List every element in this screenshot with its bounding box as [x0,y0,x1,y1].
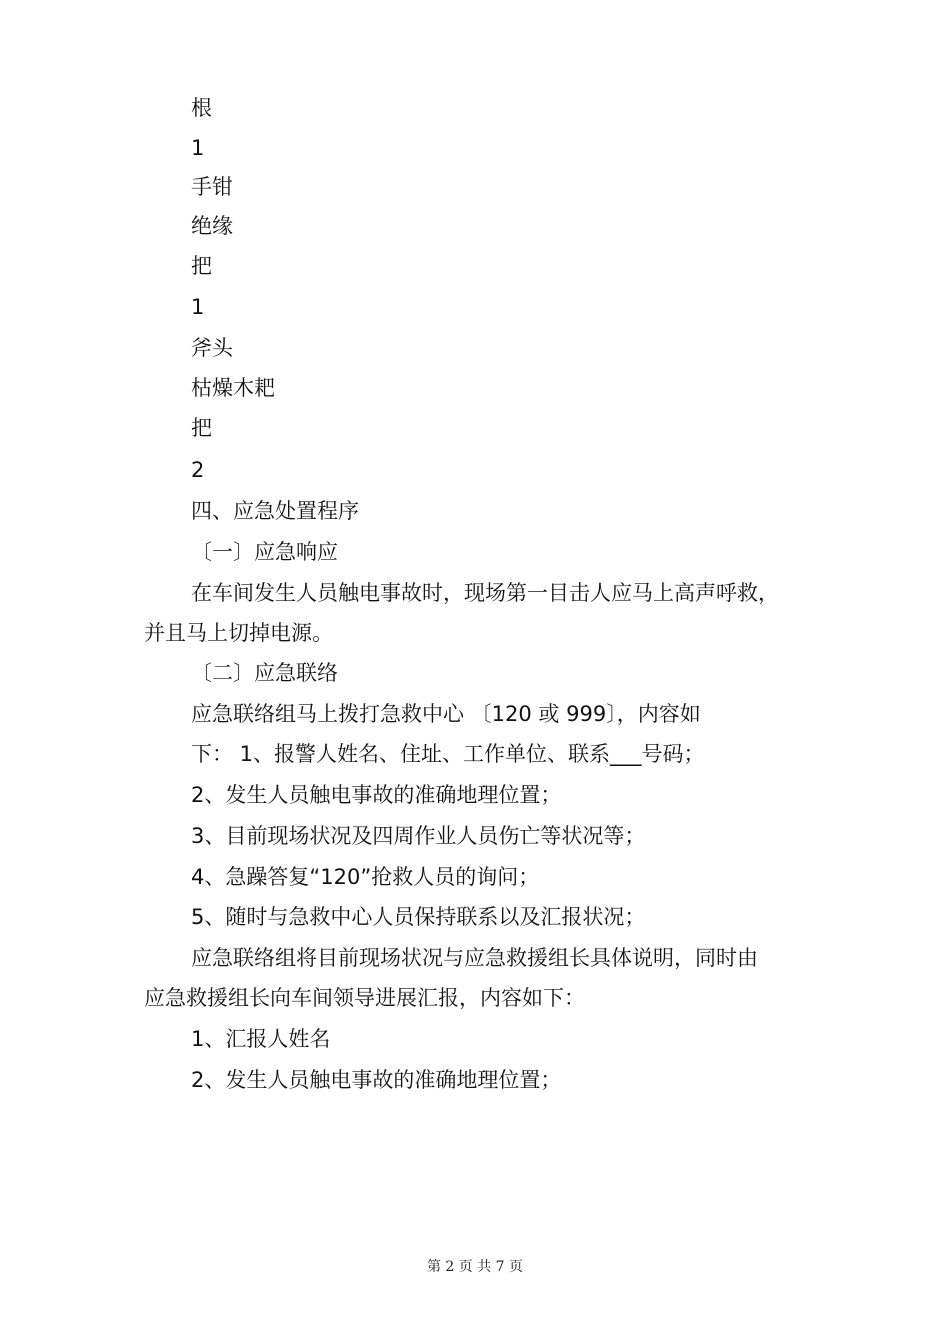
text-line: 1 [191,295,205,319]
text-line: 2、发生人员触电事故的准确地理位置； [191,783,562,807]
text-line: 根 [191,96,212,120]
text-line: 把 [191,416,212,440]
text-line: 把 [191,254,212,278]
text-line: 2 [191,458,205,482]
text-line: 1 [191,136,205,160]
text-line: 斧头 [191,336,233,360]
text-line: 绝缘 [191,214,233,238]
subsection-heading: 〔一〕应急响应 [191,540,338,564]
text-line: 并且马上切掉电源。 [144,621,333,645]
text-line: 3、目前现场状况及四周作业人员伤亡等状况等； [191,824,646,848]
subsection-heading: 〔二〕应急联络 [191,661,338,685]
text-line: 应急联络组将目前现场状况与应急救援组长具体说明，同时由 [191,946,758,970]
text-line: 应急联络组马上拨打急救中心 〔120 或 999〕，内容如 [191,702,701,726]
text-line: 下： 1、报警人姓名、住址、工作单位、联系___号码； [191,742,705,766]
text-line: 应急救援组长向车间领导进展汇报，内容如下： [144,986,585,1010]
text-line: 2、发生人员触电事故的准确地理位置； [191,1068,562,1092]
text-line: 枯燥木耙 [191,376,275,400]
text-line: 5、随时与急救中心人员保持联系以及汇报状况； [191,905,646,929]
text-line: 手钳 [191,175,233,199]
text-line: 1、汇报人姓名 [191,1027,331,1051]
text-line: 4、急躁答复“120”抢救人员的询问； [191,865,540,889]
text-line: 在车间发生人员触电事故时，现场第一目击人应马上高声呼救， [191,581,779,605]
page-number-footer: 第 2 页 共 7 页 [426,1259,524,1275]
section-heading: 四、应急处置程序 [191,499,359,523]
